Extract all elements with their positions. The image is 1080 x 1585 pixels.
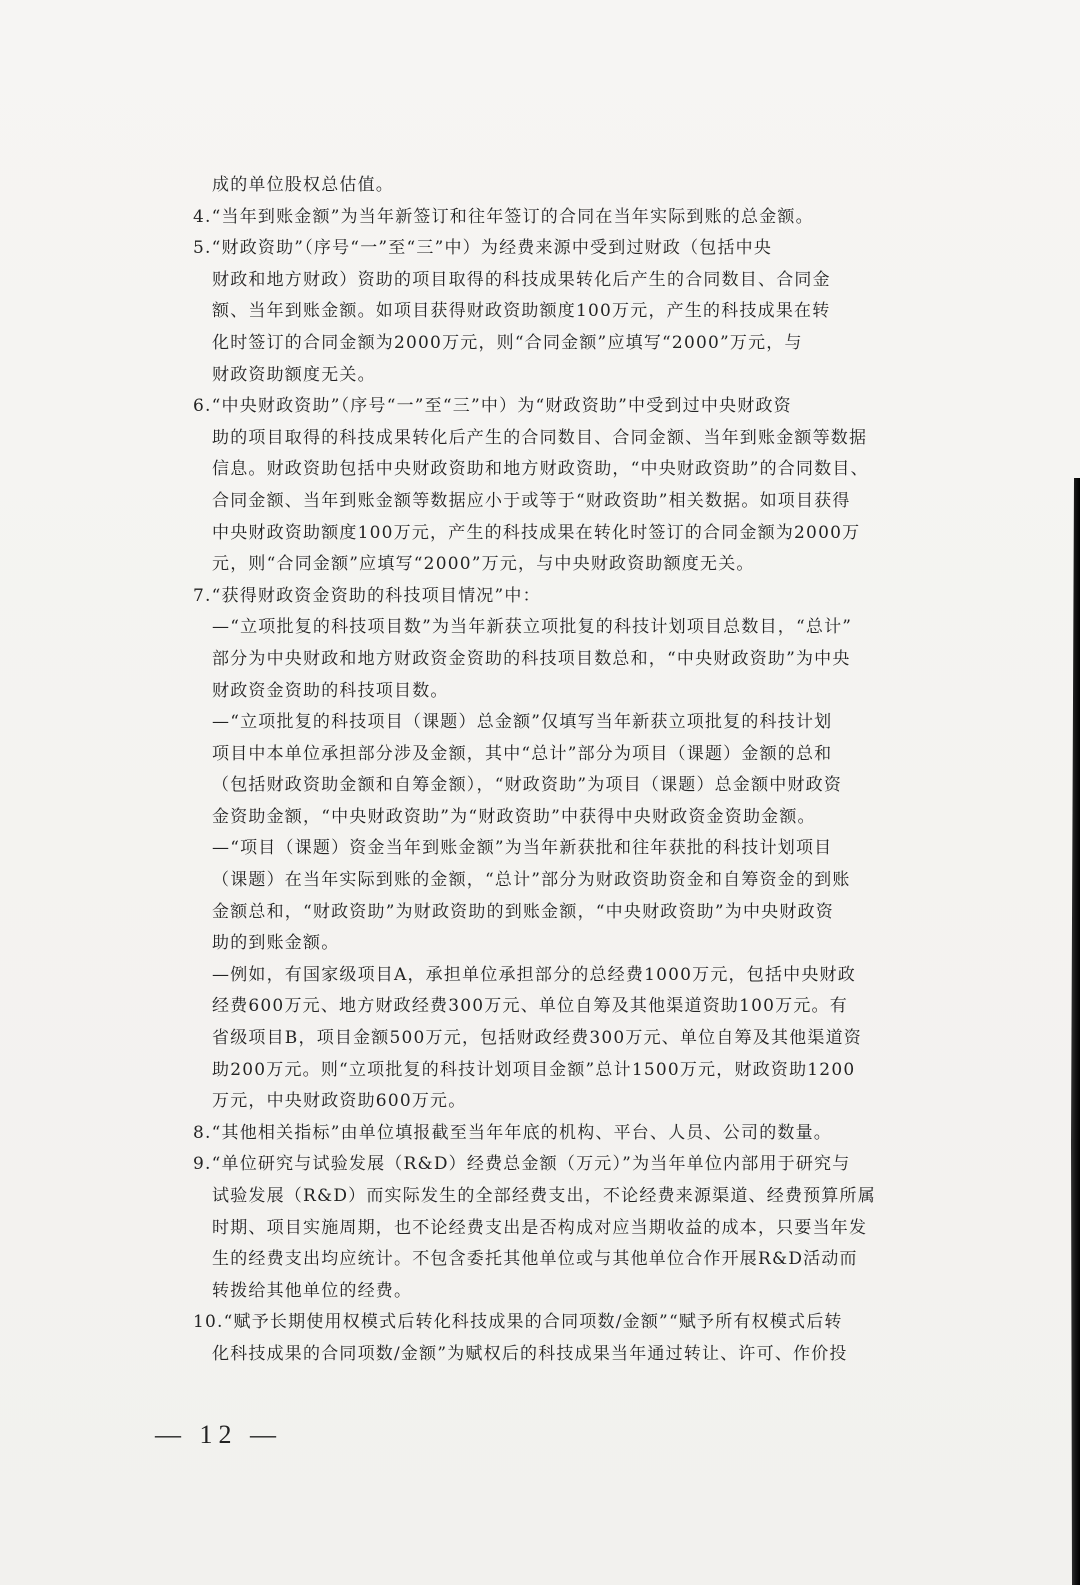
text-line: 4.“当年到账金额”为当年新签订和往年签订的合同在当年实际到账的总金额。 [193, 206, 814, 227]
text-line: 化时签订的合同金额为2000万元，则“合同金额”应填写“2000”万元，与 [212, 332, 803, 353]
text-line: 5.“财政资助”（序号“一”至“三”中）为经费来源中受到过财政（包括中央 [193, 238, 773, 259]
text-line: —“立项批复的科技项目（课题）总金额”仅填写当年新获立项批复的科技计划 [212, 712, 833, 733]
text-line: —例如，有国家级项目A，承担单位承担部分的总经费1000万元，包括中央财政 [212, 964, 856, 985]
text-line: 试验发展（R&D）而实际发生的全部经费支出，不论经费来源渠道、经费预算所属 [212, 1186, 876, 1206]
scan-edge-shadow [1070, 478, 1080, 1585]
page-number: — 12 — [155, 1420, 282, 1449]
text-line: 8.“其他相关指标”由单位填报截至当年年底的机构、平台、人员、公司的数量。 [193, 1122, 832, 1143]
text-line: 助200万元。则“立项批复的科技计划项目金额”总计1500万元，财政资助1200 [212, 1059, 856, 1080]
text-line: 时期、项目实施周期，也不论经费支出是否构成对应当期收益的成本，只要当年发 [212, 1217, 868, 1238]
text-line: 合同金额、当年到账金额等数据应小于或等于“财政资助”相关数据。如项目获得 [212, 490, 851, 511]
text-line: 额、当年到账金额。如项目获得财政资助额度100万元，产生的科技成果在转 [212, 301, 831, 322]
text-line: —“项目（课题）资金当年到账金额”为当年新获批和往年获批的科技计划项目 [212, 838, 833, 859]
text-line: 10.“赋予长期使用权模式后转化科技成果的合同项数/金额”“赋予所有权模式后转 [193, 1312, 843, 1333]
text-line: 项目中本单位承担部分涉及金额，其中“总计”部分为项目（课题）金额的总和 [212, 743, 833, 764]
text-line: 化科技成果的合同项数/金额”为赋权后的科技成果当年通过转让、许可、作价投 [212, 1343, 848, 1364]
text-line: —“立项批复的科技项目数”为当年新获立项批复的科技计划项目总数目，“总计” [212, 617, 853, 638]
text-line: （包括财政资助金额和自筹金额），“财政资助”为项目（课题）总金额中财政资 [212, 775, 843, 796]
text-line: 元，则“合同金额”应填写“2000”万元，与中央财政资助额度无关。 [212, 554, 755, 575]
text-line: 金资助金额，“中央财政资助”为“财政资助”中获得中央财政资金资助金额。 [212, 806, 816, 827]
text-line: 生的经费支出均应统计。不包含委托其他单位或与其他单位合作开展R&D活动而 [212, 1249, 858, 1270]
text-line: 7.“获得财政资金资助的科技项目情况”中： [193, 585, 541, 606]
text-line: 9.“单位研究与试验发展（R&D）经费总金额（万元）”为当年单位内部用于研究与 [193, 1154, 851, 1175]
text-line: 信息。财政资助包括中央财政资助和地方财政资助，“中央财政资助”的合同数目、 [212, 459, 869, 480]
text-line: 部分为中央财政和地方财政资金资助的科技项目数总和，“中央财政资助”为中央 [212, 648, 851, 669]
text-line: 省级项目B，项目金额500万元，包括财政经费300万元、单位自筹及其他渠道资 [212, 1028, 862, 1049]
text-line: 6.“中央财政资助”（序号“一”至“三”中）为“财政资助”中受到过中央财政资 [193, 396, 792, 417]
text-line: 财政资金资助的科技项目数。 [212, 680, 449, 701]
body-text [193, 170, 918, 1371]
text-line: 中央财政资助额度100万元，产生的科技成果在转化时签订的合同金额为2000万 [212, 522, 861, 543]
text-line: 经费600万元、地方财政经费300万元、单位自筹及其他渠道资助100万元。有 [212, 996, 848, 1017]
text-line: （课题）在当年实际到账的金额，“总计”部分为财政资助资金和自筹资金的到账 [212, 870, 851, 891]
text-line: 金额总和，“财政资助”为财政资助的到账金额，“中央财政资助”为中央财政资 [212, 901, 834, 922]
text-line: 转拨给其他单位的经费。 [212, 1280, 413, 1301]
text-line: 成的单位股权总估值。 [212, 175, 394, 195]
text-line: 助的到账金额。 [212, 933, 340, 954]
text-line: 万元，中央财政资助600万元。 [212, 1091, 467, 1112]
text-line: 助的项目取得的科技成果转化后产生的合同数目、合同金额、当年到账金额等数据 [212, 427, 868, 448]
text-line: 财政资助额度无关。 [212, 364, 376, 385]
text-line: 财政和地方财政）资助的项目取得的科技成果转化后产生的合同数目、合同金 [212, 269, 831, 290]
